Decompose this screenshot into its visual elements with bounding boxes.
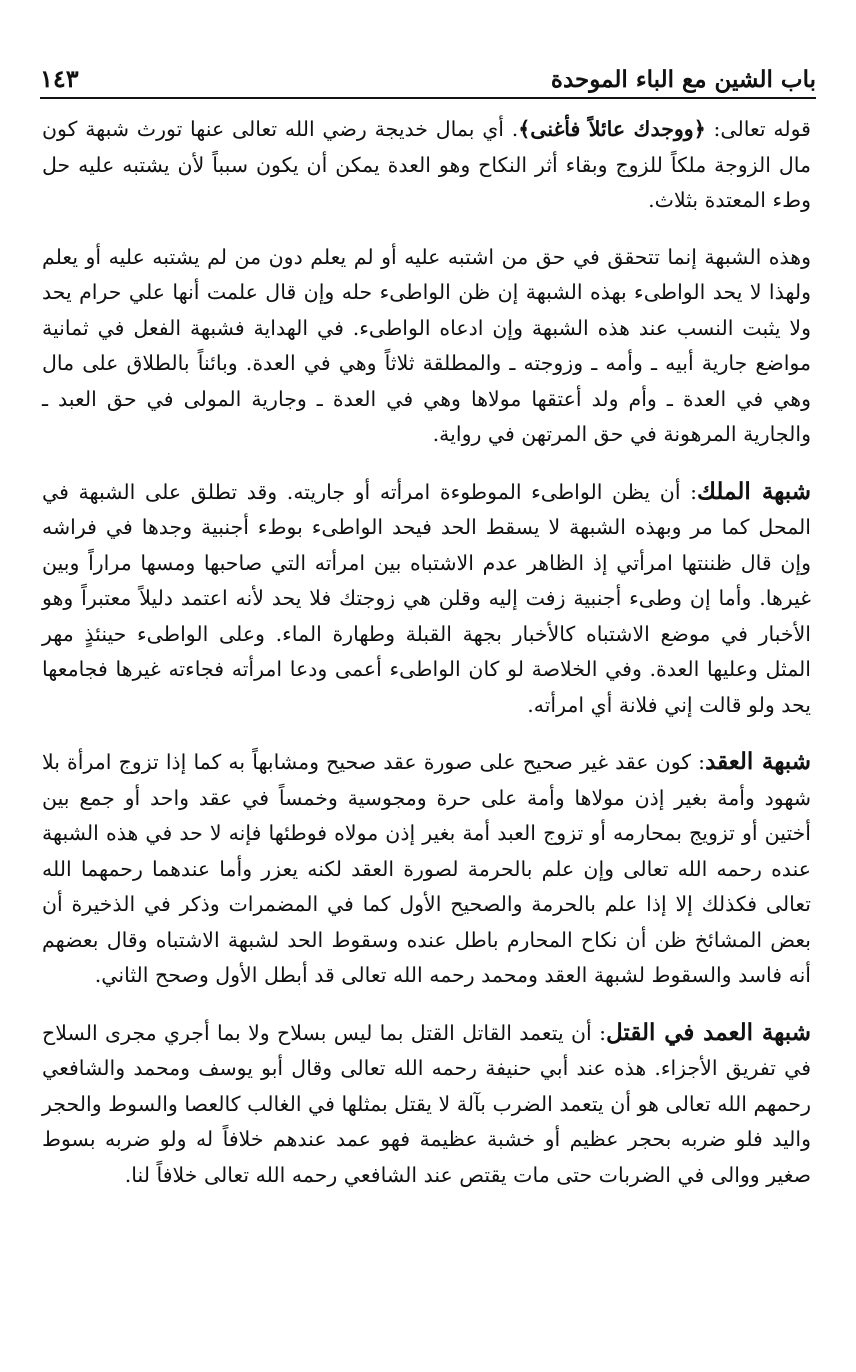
entry-definition: : كون عقد غير صحيح على صورة عقد صحيح ومشابهاً به كما إذا تزوج امرأة بلا شهود وأمة بغير إذن مولاها وأمة على حرة ومجوسية وخمساً في عقد واحد أو جمع بين أختين أو تزويج بمحارمه أو تزوج العبد أمة بغير إذن مولاه فوطئها فإنه لا حد في هذه الشبهة عنده رحمه الله تعالى وإن علم بالحرمة لصورة العقد لكنه يعزر وأما عندهما رحمهما الله تعالى فكذلك إلا إذا علم بالحرمة والصحيح الأول كما في المضمرات وذكر في الذخيرة أن بعض المشائخ ظن أن نكاح المحارم باطل عنده وسقوط الحد لشبهة الاشتباه وقال بعضهم أنه فاسد والسقوط لشبهة العقد ومحمد رحمه الله تعالى قد أبطل الأول وصحح الثاني. [42, 750, 811, 987]
paragraph-shubha-fil [42, 240, 811, 453]
paragraph-text: وهذه الشبهة إنما تتحقق في حق من اشتبه عليه أو لم يعلم دون من لم يشتبه عليه أو يعلم ولهذا لا يحد الواطىء بهذه الشبهة إن ظن الواطىء حله وإن قال علمت أنها علي حرام يحد ولا يثبت النسب عند هذه الشبهة وإن ادعاه الواطىء. في الهداية فشبهة الفعل في ثمانية مواضع جارية أبيه ـ وأمه ـ وزوجته ـ والمطلقة ثلاثاً وهي في العدة. وبائناً بالطلاق على مال وهي في العدة ـ وأم ولد أعتقها مولاها وهي في العدة ـ وجارية المولى في حق العبد ـ والجارية المرهونة في حق المرتهن في رواية. [42, 244, 811, 446]
paragraph-text: . أي بمال خديجة رضي الله تعالى عنها تورث شبهة كون مال الزوجة ملكاً للزوج وبقاء أثر النكاح وهو العدة يمكن أن يكون سبباً لأن يشتبه عليه حل وطء المعتدة بثلاث. [42, 117, 811, 212]
paragraph-quran-verse [42, 112, 811, 219]
entry-shubhat-al-aqd [42, 744, 811, 994]
page-header [40, 55, 816, 99]
page-number: ١٤٣ [40, 64, 79, 93]
entry-term: شبهة العمد في القتل [605, 1018, 811, 1046]
entry-term: شبهة الملك [697, 477, 811, 505]
paragraph-prefix: قوله تعالى: [705, 117, 811, 141]
entry-definition: : أن يظن الواطىء الموطوءة امرأته أو جاريته. وقد تطلق على الشبهة في المحل كما مر وبهذه الشبهة لا يسقط الحد فيحد الواطىء بوطء أجنبية وجدها في فراشه وإن قال ظننتها امرأتي إذ الظاهر عدم الاشتباه بين امرأته التي صاحبها ومسها مراراً وبين غيرها. وأما إن وطىء أجنبية زفت إليه وقلن هي زوجتك فلا يحد لأنه اعتمد دليلاً معتبراً وهو الأخبار في موضع الاشتباه كالأخبار بجهة القبلة وطهارة الماء. وعلى الواطىء حينئذٍ مهر المثل وعليها العدة. وفي الخلاصة لو كان الواطىء أعمى ودعا امرأته فجاءته غيرها فجامعها يحد ولو قالت إني فلانة أي امرأته. [42, 479, 811, 717]
chapter-title: باب الشين مع الباء الموحدة [550, 66, 816, 93]
entry-definition: : أن يتعمد القاتل القتل بما ليس بسلاح ولا بما أجري مجرى السلاح في تفريق الأجزاء. هذه عند أبي حنيفة رحمه الله تعالى وقال أبو يوسف ومحمد والشافعي رحمهم الله تعالى هو أن يتعمد الضرب بآلة لا يقتل بمثلها في الغالب كالعصا والسوط والحجر واليد فلو ضربه بحجر عظيم أو خشبة عظيمة فهو عمد عندهم خلافاً له ولو ضربه بسوط صغير ووالى في الضربات حتى مات يقتص عند الشافعي رحمه الله تعالى خلافاً لنا. [42, 1020, 811, 1187]
page-body [42, 112, 811, 1214]
entry-term: شبهة العقد [705, 748, 812, 775]
quran-quote: ﴿ووجدك عائلاً فأغنى﴾ [518, 117, 706, 141]
entry-shubhat-al-milk [42, 474, 811, 724]
entry-shubhat-al-amd [42, 1015, 811, 1194]
